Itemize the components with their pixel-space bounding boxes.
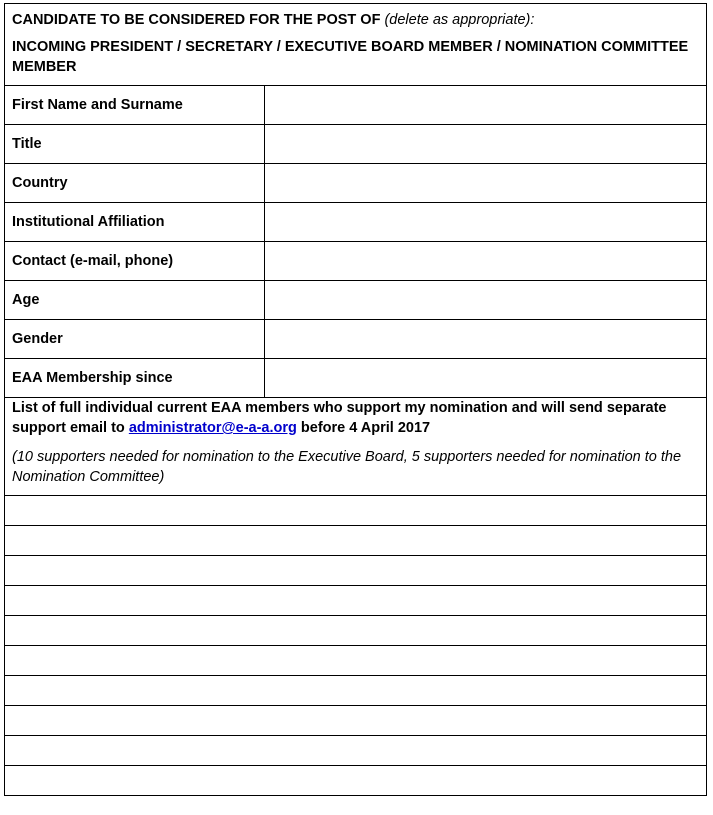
field-label: Age	[5, 281, 265, 320]
field-value-cell[interactable]	[265, 203, 707, 242]
field-value-cell[interactable]	[265, 320, 707, 359]
supporter-row	[5, 526, 707, 556]
field-row	[5, 320, 707, 359]
field-label: Country	[5, 164, 265, 203]
supporters-deadline: before 4 April 2017	[300, 420, 431, 436]
supporter-entry-cell[interactable]	[5, 496, 707, 526]
supporters-intro-text: List of full individual current EAA members who support my nomination and will send separate support email to	[12, 400, 667, 436]
field-value-cell[interactable]	[265, 281, 707, 320]
header-line1	[12, 10, 699, 30]
supporters-intro-cell	[5, 398, 707, 496]
supporter-row	[5, 556, 707, 586]
field-value-cell[interactable]	[265, 359, 707, 398]
field-label: First Name and Surname	[5, 86, 265, 125]
supporters-intro	[12, 398, 699, 438]
supporter-row	[5, 646, 707, 676]
field-value-cell[interactable]	[265, 86, 707, 125]
supporter-entry-cell[interactable]	[5, 556, 707, 586]
field-row	[5, 281, 707, 320]
supporter-row	[5, 736, 707, 766]
administrator-email-link[interactable]: administrator@e-a-a.org	[128, 420, 297, 436]
header-posts: INCOMING PRESIDENT / SECRETARY / EXECUTIVE BOARD MEMBER / NOMINATION COMMITTEE MEMBER	[12, 39, 689, 75]
header-row	[5, 4, 707, 86]
supporters-note: (10 supporters needed for nomination to the Executive Board, 5 supporters needed for nomination to the Nomination Committee)	[12, 449, 682, 485]
supporter-row	[5, 496, 707, 526]
field-value-cell[interactable]	[265, 242, 707, 281]
header-cell	[5, 4, 707, 86]
supporter-row	[5, 766, 707, 796]
supporter-entry-cell[interactable]	[5, 526, 707, 556]
supporter-entry-cell[interactable]	[5, 586, 707, 616]
nomination-table	[4, 3, 707, 796]
supporter-row	[5, 586, 707, 616]
header-colon: :	[530, 12, 535, 28]
supporter-entry-cell[interactable]	[5, 766, 707, 796]
supporter-row	[5, 706, 707, 736]
field-row	[5, 203, 707, 242]
supporter-entry-cell[interactable]	[5, 706, 707, 736]
supporter-row	[5, 616, 707, 646]
field-label: EAA Membership since	[5, 359, 265, 398]
field-row	[5, 125, 707, 164]
supporter-row	[5, 676, 707, 706]
header-italic-note: (delete as appropriate)	[384, 12, 531, 28]
field-row	[5, 359, 707, 398]
nomination-form	[4, 3, 706, 796]
supporter-entry-cell[interactable]	[5, 676, 707, 706]
field-row	[5, 86, 707, 125]
field-value-cell[interactable]	[265, 125, 707, 164]
field-value-cell[interactable]	[265, 164, 707, 203]
field-label: Institutional Affiliation	[5, 203, 265, 242]
field-label: Gender	[5, 320, 265, 359]
field-row	[5, 164, 707, 203]
supporter-entry-cell[interactable]	[5, 736, 707, 766]
field-label: Title	[5, 125, 265, 164]
field-row	[5, 242, 707, 281]
field-label: Contact (e-mail, phone)	[5, 242, 265, 281]
supporters-intro-row	[5, 398, 707, 496]
header-bold-text: CANDIDATE TO BE CONSIDERED FOR THE POST OF	[12, 12, 381, 28]
supporter-entry-cell[interactable]	[5, 646, 707, 676]
supporter-entry-cell[interactable]	[5, 616, 707, 646]
